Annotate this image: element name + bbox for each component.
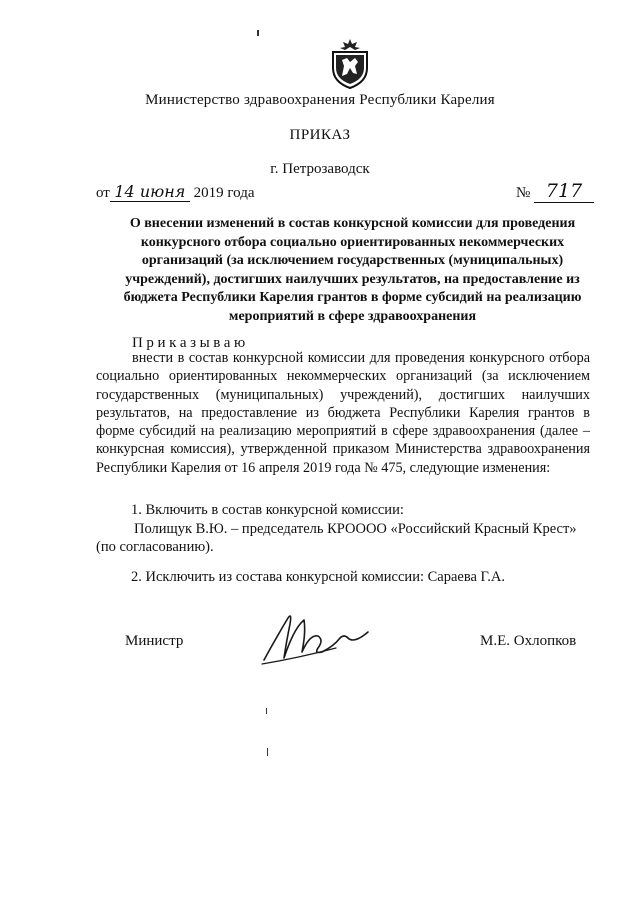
document-title: О внесении изменений в состав конкурсной комиссии для проведения конкурсного отбора социально ориентированных некоммерческих организаций (за исключением государственных (муниципальных) учреждений), достигших наилучших результатов, на предоставление из бюджета Республики Карелия грантов в форме субсидий на реализацию мероприятий в сфере здравоохранения	[123, 216, 582, 324]
document-type: ПРИКАЗ	[289, 127, 351, 143]
item-2: 2. Исключить из состава конкурсной комиссии: Сараева Г.А.	[131, 569, 506, 585]
date-prefix: от	[96, 185, 110, 201]
handwritten-date: 14 июня	[110, 182, 190, 202]
coat-of-arms-icon	[328, 38, 372, 90]
signature-icon	[258, 608, 378, 670]
document-city: г. Петрозаводск	[270, 161, 370, 177]
order-paragraph	[96, 349, 590, 477]
signatory-name: М.Е. Охлопков	[480, 633, 577, 649]
date-line	[96, 182, 255, 202]
order-word: Приказываю	[132, 335, 249, 351]
date-year: 2019 года	[193, 185, 255, 201]
ministry-name: Министерство здравоохранения Республики Карелия	[145, 92, 495, 108]
scan-mark	[267, 748, 268, 756]
number-sign: №	[516, 185, 531, 201]
scan-mark	[257, 30, 259, 36]
handwritten-number: 717	[534, 180, 594, 203]
signatory-role: Министр	[125, 633, 184, 649]
item-1-detail: Полищук В.Ю. – председатель КРОООО «Российский Красный Крест» (по согласованию).	[96, 521, 577, 555]
paragraph-text: внести в состав конкурсной комиссии для проведения конкурсного отбора социально ориентированных некоммерческих организаций (за исключением государственных (муниципальных) учреждений), достигших наилучших результатов, на предоставление из бюджета Республики Карелия грантов в форме субсидий на реализацию мероприятий в сфере здравоохранения (далее – конкурсная комиссия), утвержденной приказом Министерства здравоохранения Республики Карелия от 16 апреля 2019 года № 475, следующие изменения:	[96, 350, 590, 476]
item-1: 1. Включить в состав конкурсной комиссии:	[131, 502, 404, 518]
scan-mark	[266, 708, 267, 714]
order-number	[516, 180, 594, 203]
